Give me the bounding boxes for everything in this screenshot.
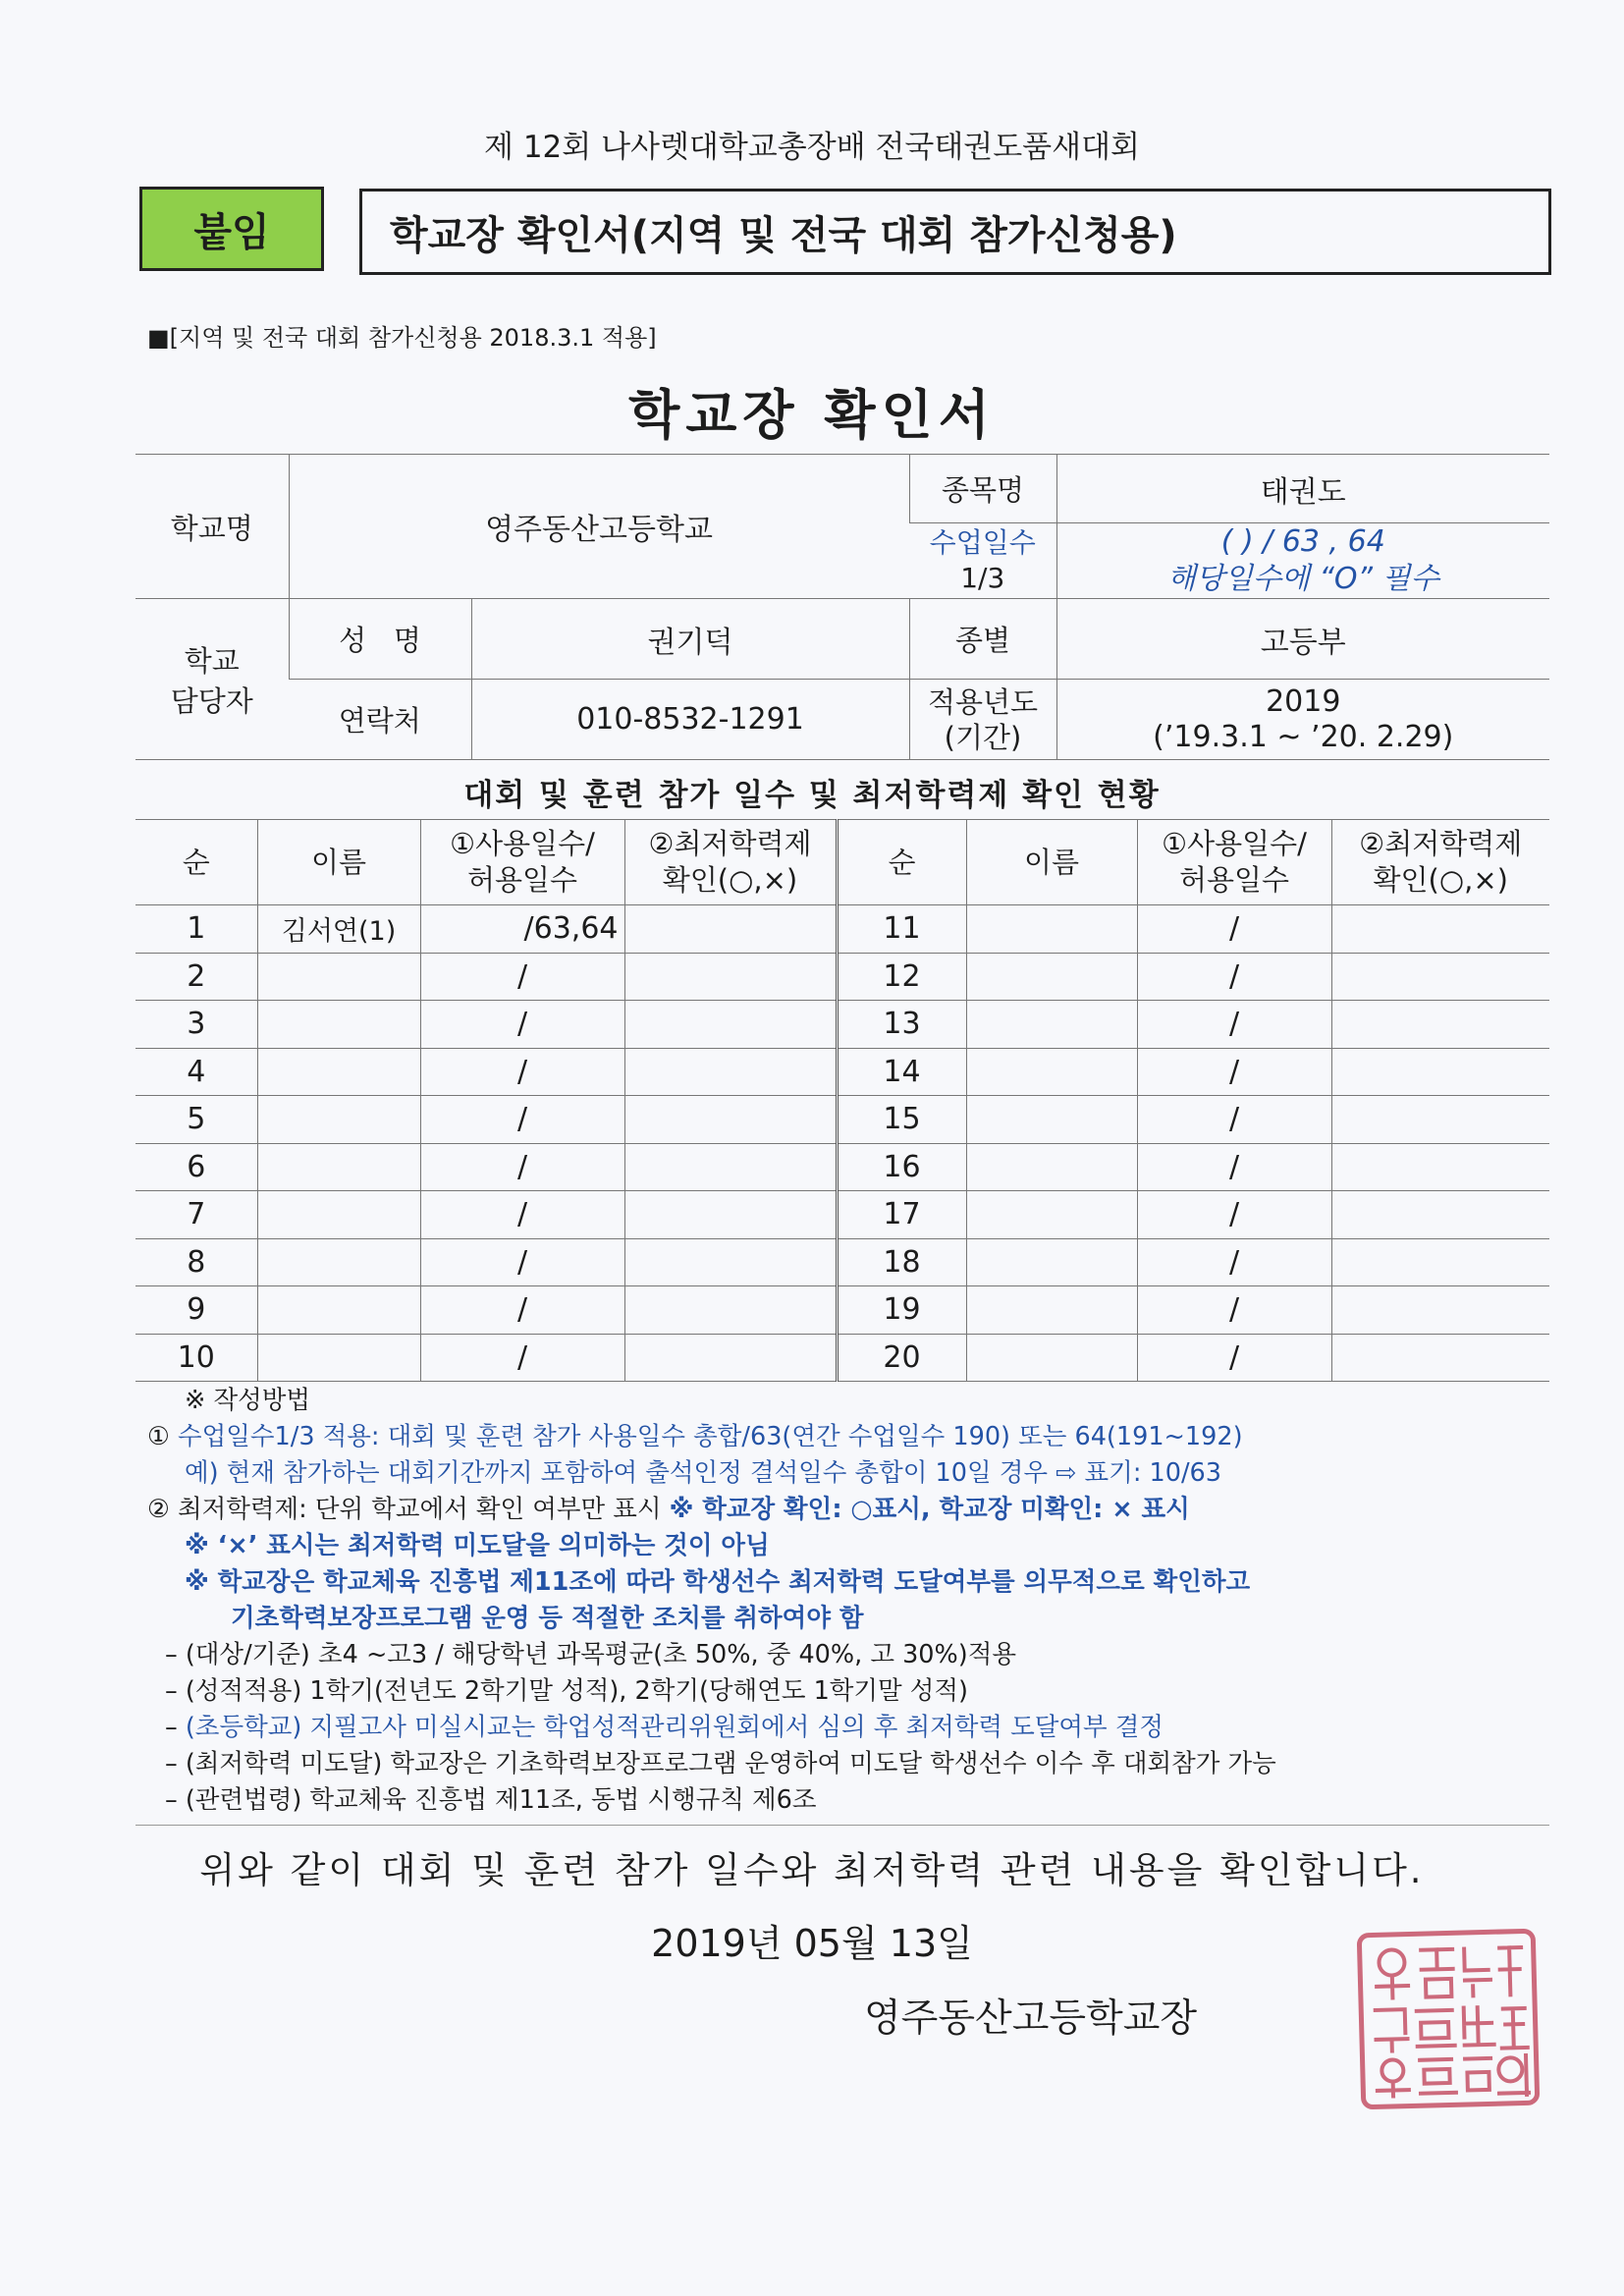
athlete-name-left (257, 1238, 420, 1286)
academic-check-left (624, 905, 837, 954)
academic-check-left (624, 1143, 837, 1191)
athlete-name-left: 김서연(1) (257, 905, 420, 954)
row-number-left: 4 (135, 1048, 257, 1096)
row-number-right: 12 (837, 953, 966, 1001)
row-number-right: 16 (837, 1143, 966, 1191)
academic-check-left (624, 1191, 837, 1239)
seal-glyphs (1362, 1934, 1535, 2105)
athlete-name-left (257, 1286, 420, 1335)
row-number-left: 10 (135, 1334, 257, 1382)
academic-check-left (624, 953, 837, 1001)
school-name-label: 학교명 (135, 455, 289, 599)
section-title: 대회 및 훈련 참가 일수 및 최저학력제 확인 현황 (463, 778, 1161, 813)
days-used-right: / (1137, 1001, 1331, 1049)
days-used-left: / (420, 1048, 624, 1096)
table-row (135, 1191, 1549, 1239)
days-used-left: / (420, 953, 624, 1001)
table-row (135, 1001, 1549, 1049)
header-used-right (1137, 820, 1331, 905)
detail-5: – (관련법령) 학교체육 진흥법 제11조, 동법 시행규칙 제6조 (165, 1785, 817, 1815)
roster-table (135, 819, 1549, 1382)
days-used-left: / (420, 1096, 624, 1144)
days-used-right: / (1137, 1143, 1331, 1191)
manager-label-line1: 학교 (184, 643, 240, 678)
days-used-right: / (1137, 905, 1331, 954)
class-days-value-line2: 해당일수에 “O” 필수 (1166, 562, 1439, 596)
header-check-left (624, 820, 837, 905)
class-days-label-line2: 1/3 (960, 562, 1005, 594)
days-used-left: / (420, 1334, 624, 1382)
notes (147, 1383, 1551, 1819)
note-1-text: 수업일수1/3 적용: 대회 및 훈련 참가 사용일수 총합/63(연간 수업일수 190) 또는 64(191~192) (177, 1422, 1243, 1451)
days-used-left: / (420, 1143, 624, 1191)
event-title: 제 12회 나사렛대학교총장배 전국태권도품새대회 (484, 130, 1140, 165)
note-2-blue: ※ 학교장 확인: ○표시, 학교장 미확인: × 표시 (669, 1495, 1190, 1524)
school-info-table (135, 454, 1549, 760)
athlete-name-left (257, 1096, 420, 1144)
academic-check-left (624, 1286, 837, 1335)
days-used-right: / (1137, 1191, 1331, 1239)
note-2 (147, 1492, 1551, 1528)
days-used-left: / (420, 1191, 624, 1239)
academic-check-right (1331, 1286, 1549, 1335)
note-3: ※ ‘×’ 표시는 최저학력 미도달을 의미하는 것이 아님 (185, 1531, 770, 1560)
main-title: 학교장 확인서 (628, 384, 996, 446)
row-number-left: 7 (135, 1191, 257, 1239)
detail-3-dash: – (165, 1713, 178, 1742)
detail-1: – (대상/기준) 초4 ~고3 / 해당학년 과목평균(초 50%, 중 40%, 고 30%)적용 (165, 1640, 1016, 1669)
row-number-right: 11 (837, 905, 966, 954)
athlete-name-left (257, 1048, 420, 1096)
contact-label: 연락처 (289, 680, 471, 760)
document-header: 학교장 확인서(지역 및 전국 대회 참가신청용) (359, 189, 1551, 275)
athlete-name-left (257, 1334, 420, 1382)
days-used-right: / (1137, 1096, 1331, 1144)
header-name-left: 이름 (257, 820, 420, 905)
note-4-line2: 기초학력보장프로그램 운영 등 적절한 조치를 취하여야 함 (231, 1604, 864, 1633)
reference-note: ■[지역 및 전국 대회 참가신청용 2018.3.1 적용] (147, 324, 657, 352)
detail-3-text: (초등학교) 지필고사 미실시교는 학업성적관리위원회에서 심의 후 최저학력 도달여부 결정 (185, 1713, 1164, 1742)
academic-check-right (1331, 1143, 1549, 1191)
year-label (909, 680, 1056, 760)
roster-header-row (135, 820, 1549, 905)
academic-check-right (1331, 1238, 1549, 1286)
header-used-left (420, 820, 624, 905)
athlete-name-left (257, 953, 420, 1001)
days-used-right: / (1137, 1286, 1331, 1335)
academic-check-right (1331, 905, 1549, 954)
note-4-line1: ※ 학교장은 학교체육 진흥법 제11조에 따라 학생선수 최저학력 도달여부를 의무적으로 확인하고 (185, 1567, 1251, 1597)
official-seal (1357, 1929, 1541, 2110)
table-row (135, 1334, 1549, 1382)
header-used-left-l1: ①사용일수/ (450, 827, 595, 860)
name-label: 성 명 (289, 599, 471, 680)
signer-name: 영주동산고등학교장 (864, 1996, 1198, 2041)
header-check-left-l2: 확인(○,×) (662, 863, 798, 897)
table-row (135, 1048, 1549, 1096)
days-used-left: / (420, 1238, 624, 1286)
note-2-mark: ② (147, 1495, 170, 1524)
athlete-name-right (966, 1096, 1137, 1144)
header-no-right: 순 (837, 820, 966, 905)
row-number-right: 17 (837, 1191, 966, 1239)
table-row (135, 1096, 1549, 1144)
table-row (135, 905, 1549, 954)
academic-check-left (624, 1334, 837, 1382)
athlete-name-right (966, 953, 1137, 1001)
manager-label-line2: 담당자 (170, 683, 253, 718)
header-used-left-l2: 허용일수 (466, 863, 578, 897)
academic-check-right (1331, 1191, 1549, 1239)
days-used-left: / (420, 1001, 624, 1049)
detail-3 (147, 1710, 1551, 1746)
header-used-right-l2: 허용일수 (1178, 863, 1290, 897)
academic-check-right (1331, 1001, 1549, 1049)
academic-check-right (1331, 1334, 1549, 1382)
class-days-value-line1: ( ) / 63 , 64 (1220, 524, 1385, 559)
days-used-left: / (420, 1286, 624, 1335)
header-used-right-l1: ①사용일수/ (1162, 827, 1307, 860)
note-1-line2: 예) 현재 참가하는 대회기간까지 포함하여 출석인정 결석일수 총합이 10일 경우 ⇨ 표기: 10/63 (185, 1458, 1221, 1488)
sport-label: 종목명 (909, 455, 1056, 523)
academic-check-left (624, 1001, 837, 1049)
row-number-left: 9 (135, 1286, 257, 1335)
division-value: 고등부 (1056, 599, 1549, 680)
row-number-right: 13 (837, 1001, 966, 1049)
school-name-value: 영주동산고등학교 (289, 455, 909, 599)
header-check-right (1331, 820, 1549, 905)
division-label: 종별 (909, 599, 1056, 680)
athlete-name-right (966, 1048, 1137, 1096)
header-check-left-l1: ②최저학력제 (648, 827, 812, 860)
athlete-name-left (257, 1001, 420, 1049)
athlete-name-right (966, 905, 1137, 954)
days-used-right: / (1137, 1238, 1331, 1286)
table-row (135, 1143, 1549, 1191)
row-number-left: 2 (135, 953, 257, 1001)
athlete-name-right (966, 1334, 1137, 1382)
table-row (135, 1286, 1549, 1335)
athlete-name-left (257, 1143, 420, 1191)
days-used-right: / (1137, 1048, 1331, 1096)
roster-body (135, 905, 1549, 1382)
year-label-line1: 적용년도 (927, 684, 1039, 719)
year-value-line1: 2019 (1266, 683, 1341, 719)
academic-check-right (1331, 953, 1549, 1001)
note-1-mark: ① (147, 1422, 170, 1451)
row-number-left: 5 (135, 1096, 257, 1144)
year-value-line2: (’19.3.1 ~ ’20. 2.29) (1153, 719, 1454, 754)
athlete-name-right (966, 1286, 1137, 1335)
row-number-right: 20 (837, 1334, 966, 1382)
row-number-right: 18 (837, 1238, 966, 1286)
divider-top (135, 1825, 1549, 1826)
header-no-left: 순 (135, 820, 257, 905)
days-used-left: /63,64 (420, 905, 624, 954)
sport-value: 태권도 (1056, 455, 1549, 523)
row-number-left: 1 (135, 905, 257, 954)
row-number-left: 3 (135, 1001, 257, 1049)
academic-check-left (624, 1096, 837, 1144)
year-value (1056, 680, 1549, 760)
row-number-left: 8 (135, 1238, 257, 1286)
academic-check-left (624, 1048, 837, 1096)
note-1-line1 (147, 1419, 1551, 1455)
academic-check-right (1331, 1048, 1549, 1096)
contact-value: 010-8532-1291 (471, 680, 909, 760)
academic-check-left (624, 1238, 837, 1286)
detail-2: – (성적적용) 1학기(전년도 2학기말 성적), 2학기(당해연도 1학기말 성적) (165, 1676, 969, 1706)
header-name-right: 이름 (966, 820, 1137, 905)
header-check-right-l1: ②최저학력제 (1359, 827, 1523, 860)
year-label-line2: (기간) (944, 720, 1022, 754)
table-row (135, 1238, 1549, 1286)
class-days-label (909, 523, 1056, 599)
confirmation-text: 위와 같이 대회 및 훈련 참가 일수와 최저학력 관련 내용을 확인합니다. (199, 1849, 1425, 1891)
row-number-right: 19 (837, 1286, 966, 1335)
manager-name-value: 권기덕 (471, 599, 909, 680)
row-number-left: 6 (135, 1143, 257, 1191)
header-check-right-l2: 확인(○,×) (1373, 863, 1508, 897)
row-number-right: 15 (837, 1096, 966, 1144)
days-used-right: / (1137, 953, 1331, 1001)
athlete-name-right (966, 1238, 1137, 1286)
notes-heading: ※ 작성방법 (185, 1386, 311, 1415)
athlete-name-right (966, 1001, 1137, 1049)
class-days-label-line1: 수업일수 (929, 526, 1036, 559)
manager-label (135, 599, 289, 760)
note-2-text: 최저학력제: 단위 학교에서 확인 여부만 표시 (177, 1495, 662, 1524)
class-days-value (1056, 523, 1549, 599)
detail-4: – (최저학력 미도달) 학교장은 기초학력보장프로그램 운영하여 미도달 학생선수 이수 후 대회참가 가능 (165, 1749, 1276, 1778)
table-row (135, 953, 1549, 1001)
days-used-right: / (1137, 1334, 1331, 1382)
attachment-badge: 붙임 (139, 187, 324, 271)
academic-check-right (1331, 1096, 1549, 1144)
athlete-name-right (966, 1191, 1137, 1239)
athlete-name-left (257, 1191, 420, 1239)
issue-date: 2019년 05월 13일 (651, 1922, 973, 1965)
row-number-right: 14 (837, 1048, 966, 1096)
athlete-name-right (966, 1143, 1137, 1191)
